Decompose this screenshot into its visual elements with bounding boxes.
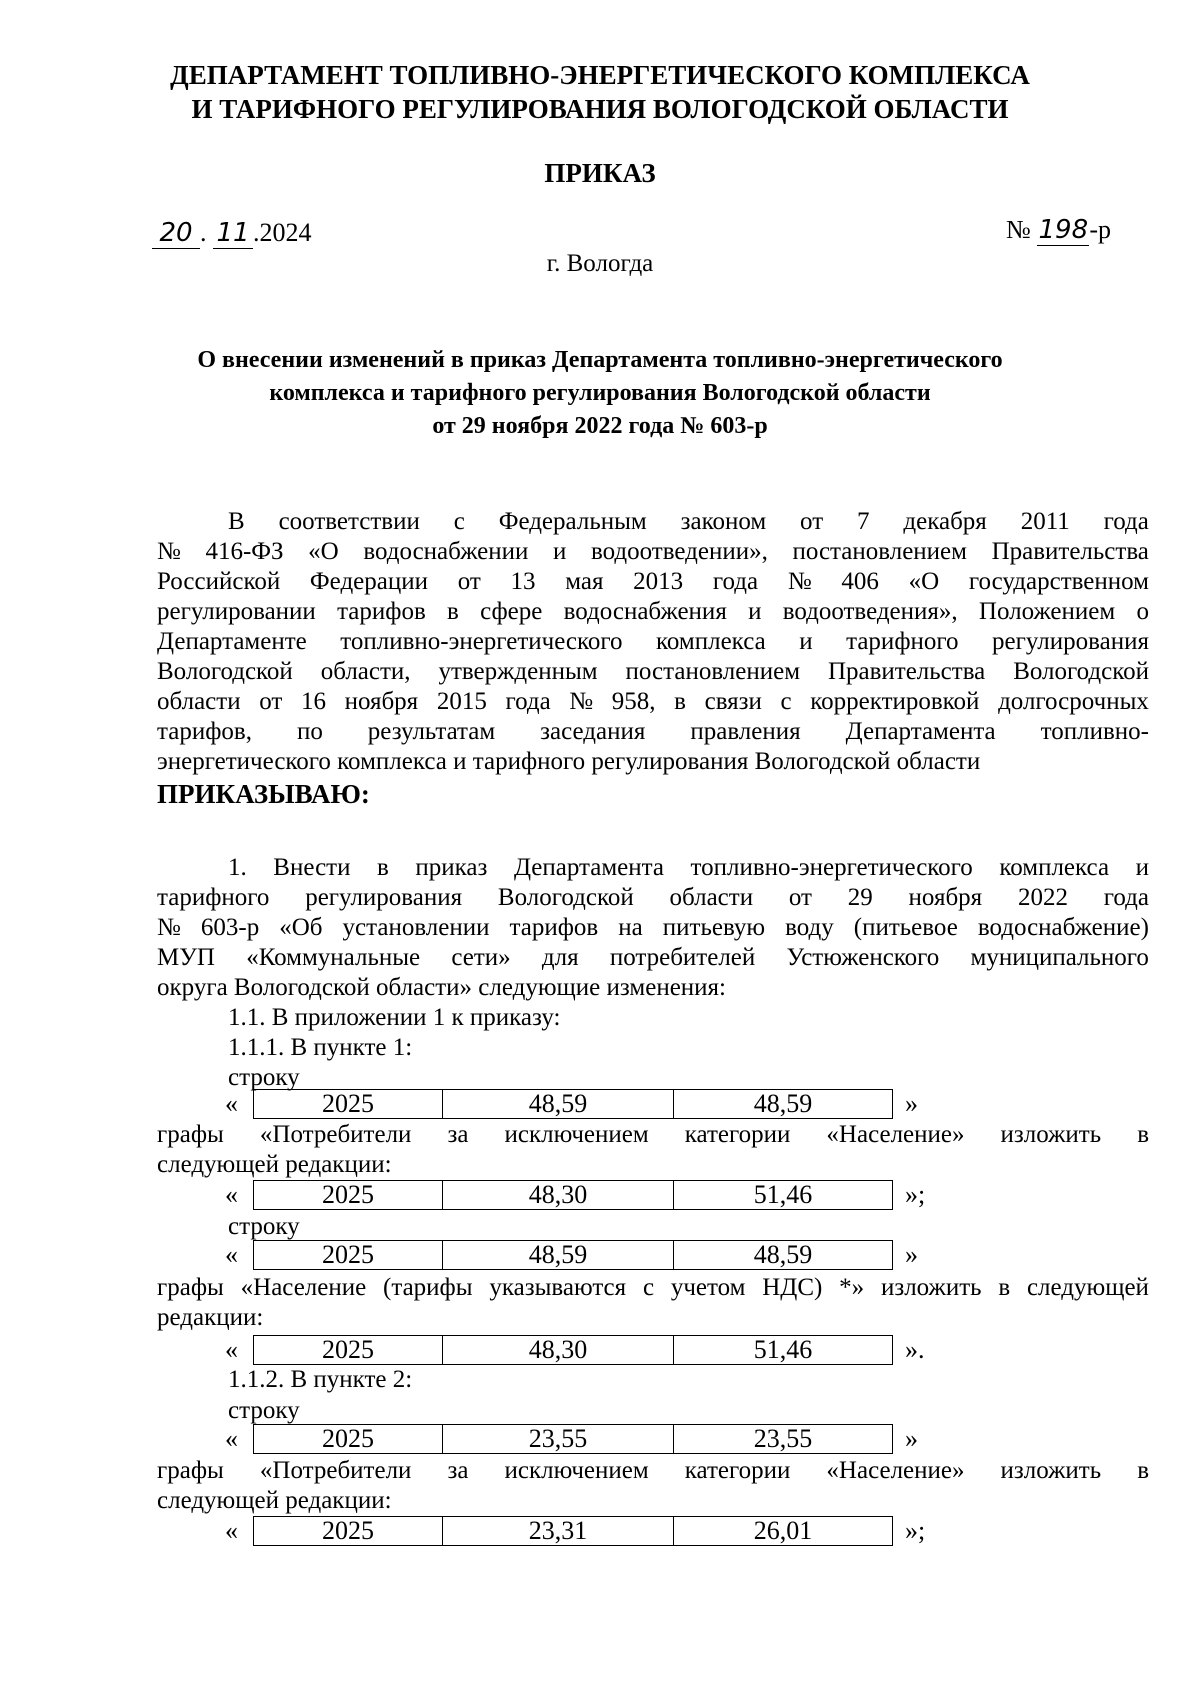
title-line-2: комплекса и тарифного регулирования Вологодской области	[269, 380, 931, 406]
item1-line-2: тарифного регулирования Вологодской области от 29 ноября 2022 года	[157, 884, 1149, 911]
quote-close: »;	[905, 1180, 926, 1209]
cell-value-2: 48,59	[753, 1240, 813, 1269]
grafa-population-b: редакции:	[157, 1304, 264, 1331]
header-line-1: ДЕПАРТАМЕНТ ТОПЛИВНО-ЭНЕРГЕТИЧЕСКОГО КОМПЛЕКСА	[170, 60, 1030, 90]
cell-value-2: 48,59	[753, 1089, 813, 1118]
item1-line-4: МУП «Коммунальные сети» для потребителей Устюженского муниципального	[157, 944, 1149, 971]
preamble-line-5: Департаменте топливно-энергетического комплекса и тарифного регулирования	[157, 628, 1149, 655]
quote-open: «	[225, 1424, 238, 1453]
tariff-cells	[253, 1516, 893, 1546]
title-line-1: О внесении изменений в приказ Департамента топливно-энергетического	[197, 347, 1003, 373]
word-stroku-2: строку	[228, 1213, 300, 1240]
tariff-row-1	[225, 1089, 918, 1119]
cell-value-1: 48,59	[443, 1090, 674, 1118]
cell-year: 2025	[254, 1181, 443, 1209]
quote-open: «	[225, 1180, 238, 1209]
tariff-row-4	[225, 1335, 925, 1365]
quote-open: «	[225, 1089, 238, 1118]
tariff-cells	[253, 1424, 893, 1454]
sub-1-1-2: 1.1.2. В пункте 2:	[228, 1366, 413, 1393]
quote-open: «	[225, 1516, 238, 1545]
date-year: .2024	[253, 218, 312, 247]
tariff-cells	[253, 1240, 893, 1270]
tariff-row-5	[225, 1424, 918, 1454]
number-value: 198	[1038, 215, 1089, 245]
document-date: 20 . 11 .2024	[152, 218, 312, 249]
quote-close: »	[905, 1240, 918, 1269]
grafa-consumers-1b: следующей редакции:	[157, 1151, 392, 1178]
quote-close: »	[905, 1424, 918, 1453]
order-word: ПРИКАЗЫВАЮ:	[157, 779, 370, 809]
number-suffix: -р	[1089, 215, 1111, 244]
cell-value-1: 23,55	[443, 1425, 674, 1453]
department-header	[0, 58, 1200, 126]
word-stroku-3: строку	[228, 1397, 300, 1424]
cell-year: 2025	[254, 1517, 443, 1545]
preamble-line-8: тарифов, по результатам заседания правления Департамента топливно-	[157, 718, 1149, 745]
date-day: 20	[152, 218, 200, 249]
city: г. Вологда	[546, 250, 654, 277]
sub-1-1-1: 1.1.1. В пункте 1:	[228, 1034, 413, 1061]
quote-close: »;	[905, 1516, 926, 1545]
cell-value-1: 48,30	[443, 1336, 674, 1364]
quote-close: ».	[905, 1335, 925, 1364]
cell-year: 2025	[254, 1336, 443, 1364]
date-month: 11	[213, 218, 253, 249]
sub-1-1: 1.1. В приложении 1 к приказу:	[228, 1004, 561, 1031]
quote-open: «	[225, 1240, 238, 1269]
number-prefix: №	[1006, 215, 1031, 244]
item1-line-3: № 603-р «Об установлении тарифов на питьевую воду (питьевое водоснабжение)	[157, 914, 1149, 941]
preamble-line-2: № 416-ФЗ «О водоснабжении и водоотведении», постановлением Правительства	[157, 538, 1149, 565]
grafa-consumers-2b: следующей редакции:	[157, 1487, 392, 1514]
cell-value-2: 51,46	[753, 1335, 813, 1364]
cell-year: 2025	[254, 1241, 443, 1269]
cell-value-1: 48,59	[443, 1241, 674, 1269]
cell-year: 2025	[254, 1425, 443, 1453]
tariff-row-6	[225, 1516, 925, 1546]
preamble-line-1: В соответствии с Федеральным законом от 7 декабря 2011 года	[228, 508, 1149, 535]
document-type: ПРИКАЗ	[544, 158, 656, 188]
tariff-row-2	[225, 1180, 925, 1210]
title-line-3: от 29 ноября 2022 года № 603-р	[432, 413, 768, 439]
preamble-line-6: Вологодской области, утвержденным постановлением Правительства Вологодской	[157, 658, 1149, 685]
preamble-line-7: области от 16 ноября 2015 года № 958, в связи с корректировкой долгосрочных	[157, 688, 1149, 715]
grafa-consumers-2a: графы «Потребители за исключением категории «Население» изложить в	[157, 1457, 1149, 1484]
document-number	[1006, 215, 1111, 246]
cell-value-2: 26,01	[753, 1516, 813, 1545]
quote-close: »	[905, 1089, 918, 1118]
preamble-line-3: Российской Федерации от 13 мая 2013 года № 406 «О государственном	[157, 568, 1149, 595]
word-stroku-1: строку	[228, 1064, 300, 1091]
cell-value-2: 23,55	[753, 1424, 813, 1453]
tariff-cells	[253, 1335, 893, 1365]
cell-value-1: 48,30	[443, 1181, 674, 1209]
cell-value-1: 23,31	[443, 1517, 674, 1545]
cell-year: 2025	[254, 1090, 443, 1118]
tariff-cells	[253, 1089, 893, 1119]
item1-line-5: округа Вологодской области» следующие изменения:	[157, 974, 726, 1001]
header-line-2: И ТАРИФНОГО РЕГУЛИРОВАНИЯ ВОЛОГОДСКОЙ ОБЛАСТИ	[191, 94, 1009, 124]
quote-open: «	[225, 1335, 238, 1364]
cell-value-2: 51,46	[753, 1180, 813, 1209]
document-title	[0, 344, 1200, 443]
grafa-consumers-1a: графы «Потребители за исключением категории «Население» изложить в	[157, 1121, 1149, 1148]
tariff-cells	[253, 1180, 893, 1210]
grafa-population-a: графы «Население (тарифы указываются с учетом НДС) *» изложить в следующей	[157, 1274, 1149, 1301]
tariff-row-3	[225, 1240, 918, 1270]
preamble-line-4: регулировании тарифов в сфере водоснабжения и водоотведения», Положением о	[157, 598, 1149, 625]
item1-line-1: 1. Внести в приказ Департамента топливно-энергетического комплекса и	[228, 854, 1149, 881]
preamble-line-9: энергетического комплекса и тарифного регулирования Вологодской области	[157, 748, 981, 775]
